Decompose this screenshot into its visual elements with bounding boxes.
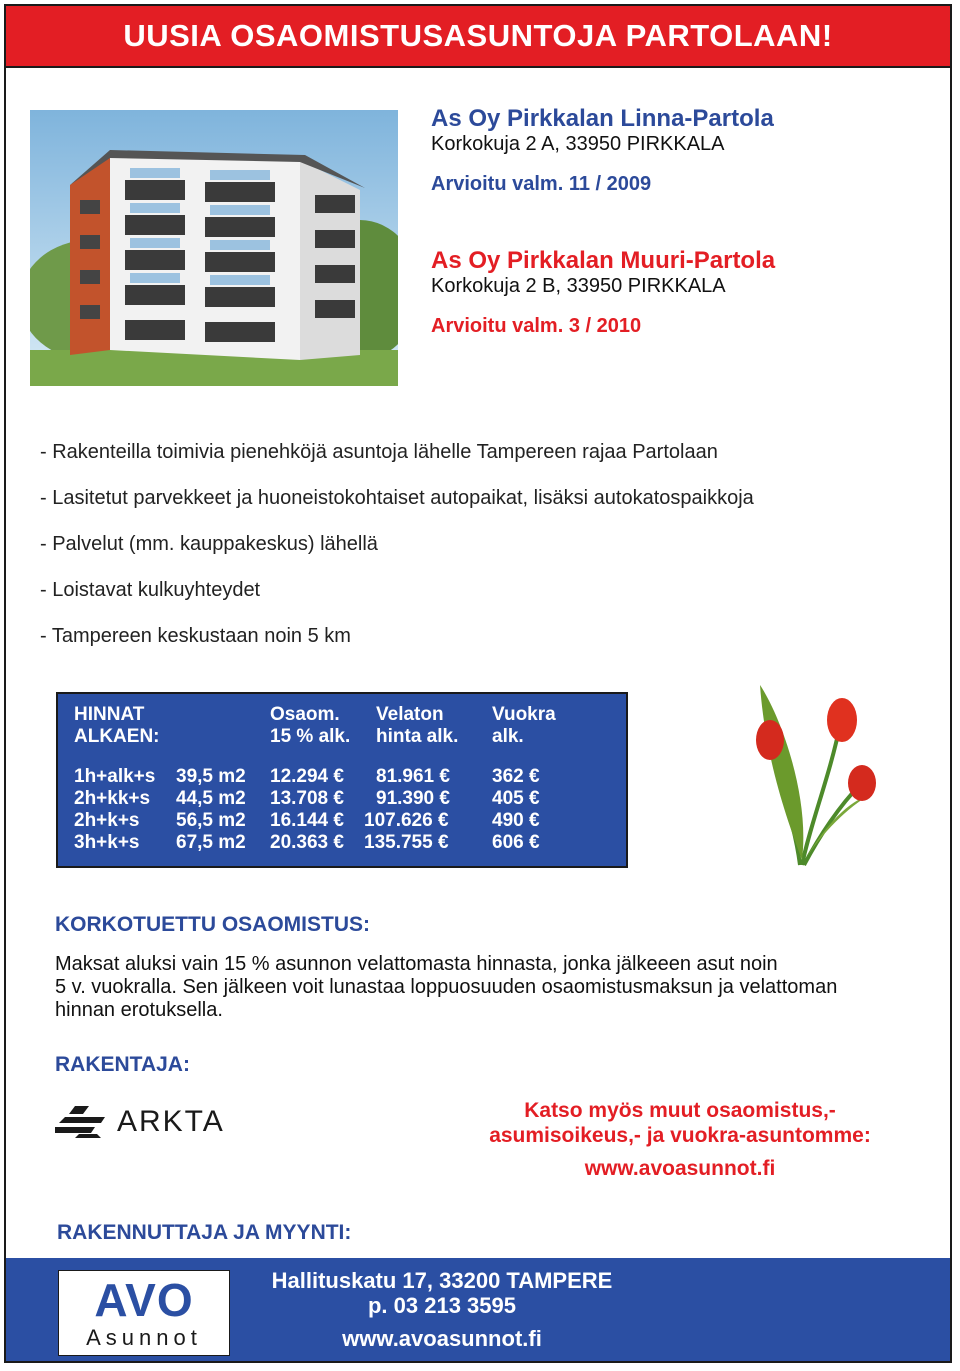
price-header-share: 15 % alk.: [270, 726, 351, 747]
property-1-name: As Oy Pirkkalan Linna-Partola: [431, 105, 774, 132]
rakentaja-heading: RAKENTAJA:: [55, 1053, 190, 1076]
contact-phone: p. 03 213 3595: [367, 1293, 516, 1318]
contact-url[interactable]: www.avoasunnot.fi: [342, 1326, 542, 1351]
price-row-area: 67,5 m2: [176, 832, 246, 853]
feature-item: - Loistavat kulkuyhteydet: [40, 579, 261, 601]
arkta-logo-text: ARKTA: [117, 1105, 225, 1138]
property-1-address: Korkokuja 2 A, 33950 PIRKKALA: [431, 133, 725, 155]
price-row-debtfree: 91.390 €: [376, 788, 450, 809]
avo-logo-top: AVO: [94, 1274, 194, 1326]
price-row-rent: 606 €: [492, 832, 540, 853]
price-row-area: 44,5 m2: [176, 788, 246, 809]
banner-title: UUSIA OSAOMISTUSASUNTOJA PARTOLAAN!: [123, 18, 833, 53]
price-header-label: ALKAEN:: [74, 726, 160, 747]
price-header-rent: Vuokra: [492, 704, 556, 725]
tulip-image: [740, 675, 890, 870]
price-row-share: 13.708 €: [270, 788, 344, 809]
property-2-address: Korkokuja 2 B, 33950 PIRKKALA: [431, 275, 726, 297]
price-header-share: Osaom.: [270, 704, 340, 725]
korkotuettu-line: 5 v. vuokralla. Sen jälkeen voit lunastaa loppuosuuden osaomistusmaksun ja velattoman: [55, 976, 838, 998]
price-row-share: 12.294 €: [270, 766, 344, 787]
korkotuettu-heading: KORKOTUETTU OSAOMISTUS:: [55, 913, 370, 936]
price-row-rent: 405 €: [492, 788, 540, 809]
price-header-debtfree: Velaton: [376, 704, 444, 725]
arkta-logo-icon: [55, 1106, 107, 1138]
price-row-debtfree: 135.755 €: [364, 832, 449, 853]
price-row-type: 2h+k+s: [74, 810, 140, 831]
price-row-area: 56,5 m2: [176, 810, 246, 831]
avo-logo: [58, 1270, 230, 1356]
see-also-url[interactable]: www.avoasunnot.fi: [584, 1157, 776, 1180]
building-image: [30, 110, 398, 386]
property-1-completion: Arvioitu valm. 11 / 2009: [431, 173, 652, 195]
price-row-rent: 490 €: [492, 810, 540, 831]
contact-address: Hallituskatu 17, 33200 TAMPERE: [271, 1268, 613, 1293]
price-row-type: 1h+alk+s: [74, 766, 156, 787]
price-row-type: 3h+k+s: [74, 832, 140, 853]
feature-item: - Tampereen keskustaan noin 5 km: [40, 625, 351, 647]
price-row-type: 2h+kk+s: [74, 788, 151, 809]
rakennuttaja-heading: RAKENNUTTAJA JA MYYNTI:: [57, 1221, 352, 1244]
feature-item: - Lasitetut parvekkeet ja huoneistokohtaiset autopaikat, lisäksi autokatospaikkoja: [40, 487, 754, 509]
korkotuettu-line: Maksat aluksi vain 15 % asunnon velattomasta hinnasta, jonka jälkeeen asut noin: [55, 953, 778, 975]
property-2-completion: Arvioitu valm. 3 / 2010: [431, 315, 642, 337]
see-also-line: asumisoikeus,- ja vuokra-asuntomme:: [489, 1124, 871, 1147]
see-also-block: [460, 1098, 900, 1181]
top-banner: [6, 6, 950, 68]
price-row-debtfree: 81.961 €: [376, 766, 450, 787]
price-row-area: 39,5 m2: [176, 766, 246, 787]
avo-logo-bottom: Asunnot: [86, 1325, 202, 1350]
price-table: [56, 692, 628, 868]
price-header-rent: alk.: [492, 726, 524, 747]
price-header-debtfree: hinta alk.: [376, 726, 459, 747]
feature-item: - Rakenteilla toimivia pienehköjä asuntoja lähelle Tampereen rajaa Partolaan: [40, 441, 718, 463]
price-row-share: 20.363 €: [270, 832, 344, 853]
price-row-share: 16.144 €: [270, 810, 344, 831]
arkta-logo: [55, 1105, 225, 1139]
price-row-rent: 362 €: [492, 766, 540, 787]
korkotuettu-line: hinnan erotuksella.: [55, 999, 223, 1021]
see-also-line: Katso myös muut osaomistus,-: [524, 1099, 836, 1122]
price-header-label: HINNAT: [74, 704, 145, 725]
feature-item: - Palvelut (mm. kauppakeskus) lähellä: [40, 533, 378, 555]
property-2-name: As Oy Pirkkalan Muuri-Partola: [431, 247, 776, 274]
price-row-debtfree: 107.626 €: [364, 810, 449, 831]
